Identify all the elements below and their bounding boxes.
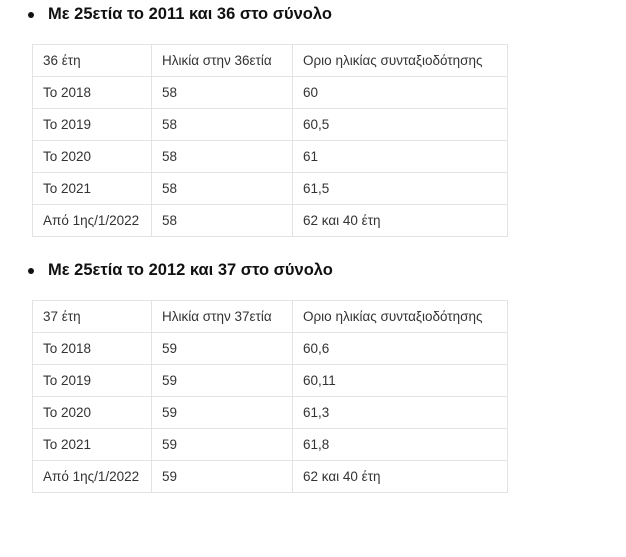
table-cell: Το 2019 — [33, 365, 152, 397]
table-cell: Το 2020 — [33, 397, 152, 429]
table-cell: 61,3 — [293, 397, 508, 429]
header-cell: Οριο ηλικίας συνταξιοδότησης — [293, 301, 508, 333]
table-cell: 59 — [152, 461, 293, 493]
table-cell: 59 — [152, 397, 293, 429]
table-cell: 62 και 40 έτη — [293, 205, 508, 237]
pension-table — [32, 44, 508, 237]
table-cell: Το 2021 — [33, 429, 152, 461]
table-cell: Το 2018 — [33, 77, 152, 109]
table-cell: 61 — [293, 141, 508, 173]
table-row — [33, 397, 508, 429]
table-row — [33, 429, 508, 461]
section-heading — [28, 5, 332, 24]
table-cell: Το 2021 — [33, 173, 152, 205]
bullet-icon — [28, 12, 34, 18]
table-cell: 62 και 40 έτη — [293, 461, 508, 493]
table-cell: 59 — [152, 365, 293, 397]
pension-table — [32, 300, 508, 493]
table-row — [33, 333, 508, 365]
table-cell: 60,11 — [293, 365, 508, 397]
table-cell: 60,6 — [293, 333, 508, 365]
table-cell: 59 — [152, 333, 293, 365]
bullet-icon — [28, 268, 34, 274]
table-cell: 60,5 — [293, 109, 508, 141]
table-cell: 61,5 — [293, 173, 508, 205]
table-cell: 58 — [152, 205, 293, 237]
table-row — [33, 77, 508, 109]
table-row — [33, 365, 508, 397]
table-header-row — [33, 45, 508, 77]
table-header-row — [33, 301, 508, 333]
table-row — [33, 141, 508, 173]
table-cell: Το 2019 — [33, 109, 152, 141]
table-cell: Από 1ης/1/2022 — [33, 461, 152, 493]
table-cell: 59 — [152, 429, 293, 461]
table-cell: Το 2020 — [33, 141, 152, 173]
header-cell: 36 έτη — [33, 45, 152, 77]
table-row — [33, 173, 508, 205]
table-cell: Το 2018 — [33, 333, 152, 365]
table-cell: Από 1ης/1/2022 — [33, 205, 152, 237]
table-row — [33, 205, 508, 237]
header-cell: Οριο ηλικίας συνταξιοδότησης — [293, 45, 508, 77]
section-heading-text: Με 25ετία το 2012 και 37 στο σύνολο — [48, 261, 333, 279]
table-row — [33, 461, 508, 493]
table-cell: 58 — [152, 173, 293, 205]
table-cell: 58 — [152, 77, 293, 109]
header-cell: Ηλικία στην 36ετία — [152, 45, 293, 77]
table-cell: 60 — [293, 77, 508, 109]
header-cell: Ηλικία στην 37ετία — [152, 301, 293, 333]
table-cell: 58 — [152, 109, 293, 141]
header-cell: 37 έτη — [33, 301, 152, 333]
table-cell: 58 — [152, 141, 293, 173]
table-cell: 61,8 — [293, 429, 508, 461]
section-heading — [28, 261, 333, 280]
table-row — [33, 109, 508, 141]
section-heading-text: Με 25ετία το 2011 και 36 στο σύνολο — [48, 5, 332, 23]
